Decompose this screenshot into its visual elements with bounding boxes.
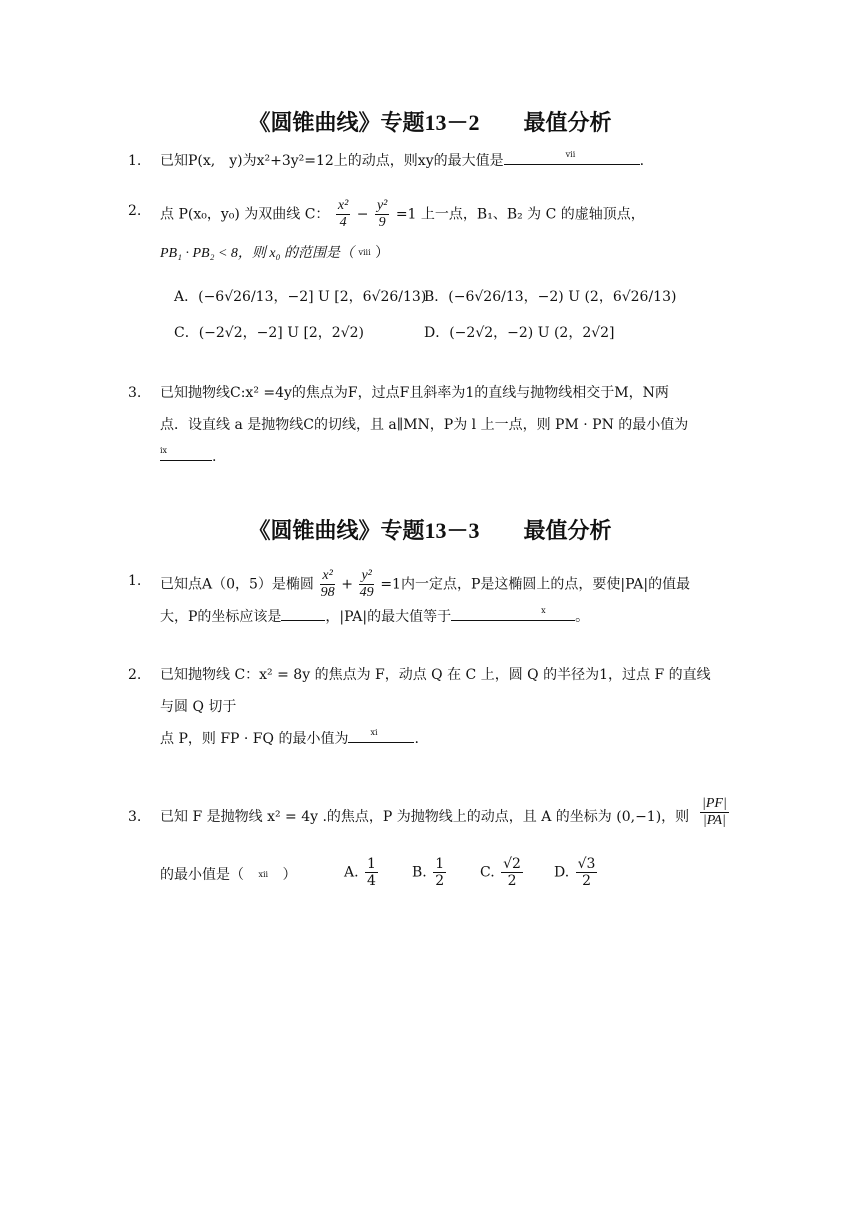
question-close: ）: [282, 867, 297, 883]
answer-blank: [348, 728, 414, 743]
question-text: 点 P，则 FP · FQ 的最小值为: [160, 731, 349, 747]
plus-sign: +: [341, 576, 353, 593]
fraction: $\frac{\text{y²}}{9}$: [376, 198, 388, 230]
question-end: .: [212, 449, 217, 465]
answer-line: [160, 726, 732, 752]
question-text: =1内一定点，P是这椭圆上的点，要使|PA|的值最: [380, 576, 691, 593]
answer-line: [160, 444, 732, 470]
option-b: B．(−6√26/13，−2) U (2，6√26/13): [424, 289, 677, 305]
question-line: 与圆 Q 切于: [160, 699, 237, 715]
question-text: 已知点A（0，5）是椭圆: [160, 576, 314, 593]
minus-sign: −: [356, 206, 369, 223]
endnote-ref: xii: [258, 870, 269, 879]
question-line: 已知抛物线C:x² =4y的焦点为F，过点F且斜率为1的直线与抛物线相交于M，N两: [160, 385, 669, 401]
question-number: 1.: [128, 573, 142, 589]
fraction-pf-pa: $\frac{|PF|}{|PA|}$: [702, 796, 727, 828]
endnote-ref: ix: [160, 446, 168, 455]
question-close: ）: [375, 245, 390, 261]
option-d: D. $\frac{√3}{2}$: [554, 856, 596, 889]
question-number: 1.: [128, 153, 142, 169]
answer-blank: [451, 606, 575, 621]
option-c: C．(−2√2，−2] U [2，2√2): [174, 325, 365, 341]
question-end: .: [639, 153, 645, 169]
section2-title: 《圆锥曲线》专题13－3 最值分析: [248, 518, 612, 543]
endnote-ref: vii: [565, 150, 576, 159]
question-text: 点 P(x₀，y₀) 为双曲线 C：: [160, 206, 330, 223]
endnote-ref: xi: [370, 728, 378, 737]
question-line: 已知抛物线 C：x² = 8y 的焦点为 F，动点 Q 在 C 上，圆 Q 的半径为1，过点 F 的直线: [160, 667, 711, 683]
question-text: 已知P(x, y)为x²+3y²=12上的动点，则xy的最大值是: [160, 153, 504, 169]
question-number: 2.: [128, 203, 142, 219]
question-text: 已知 F 是抛物线 x² = 4y .的焦点，P 为抛物线上的动点，且 A 的坐标为 (0,−1)，则: [160, 809, 690, 825]
question-text: ，|PA|的最大值等于: [325, 609, 452, 625]
question-text: PB₁ · PB₂ < 8，则 x₀ 的范围是（: [160, 246, 354, 261]
question-line: 点．设直线 a 是抛物线C的切线，且 a∥MN，P为 l 上一点，则 PM · PN 的最小值为: [160, 417, 689, 433]
question-text: 大，P的坐标应该是: [160, 609, 282, 625]
fraction: $\frac{\text{y²}}{49}$: [359, 568, 374, 600]
question-number: 3.: [128, 809, 142, 825]
endnote-ref: x: [541, 606, 546, 615]
option-b: B. $\frac{1}{2}$: [412, 856, 445, 889]
question-number: 3.: [128, 385, 142, 401]
option-c: C. $\frac{√2}{2}$: [480, 856, 521, 889]
question-number: 2.: [128, 667, 142, 683]
answer-blank: [160, 446, 212, 461]
option-a: A．(−6√26/13，−2] U [2，6√26/13): [174, 289, 427, 305]
question-end: 。: [575, 609, 590, 625]
answer-blank: [504, 150, 640, 165]
endnote-ref: viii: [358, 248, 371, 257]
question-text: 的最小值是（: [160, 867, 244, 883]
question-end: .: [414, 731, 419, 747]
option-a: A. $\frac{1}{4}$: [344, 856, 376, 889]
section1-title: 《圆锥曲线》专题13－2 最值分析: [248, 110, 612, 135]
fraction: $\frac{\text{x²}}{98}$: [320, 568, 335, 600]
fraction: $\frac{\text{x²}}{4}$: [337, 198, 349, 230]
option-d: D．(−2√2，−2) U (2，2√2]: [424, 325, 615, 341]
answer-blank: [281, 606, 325, 621]
question-text: =1 上一点，B₁、B₂ 为 C 的虚轴顶点，: [395, 206, 645, 223]
